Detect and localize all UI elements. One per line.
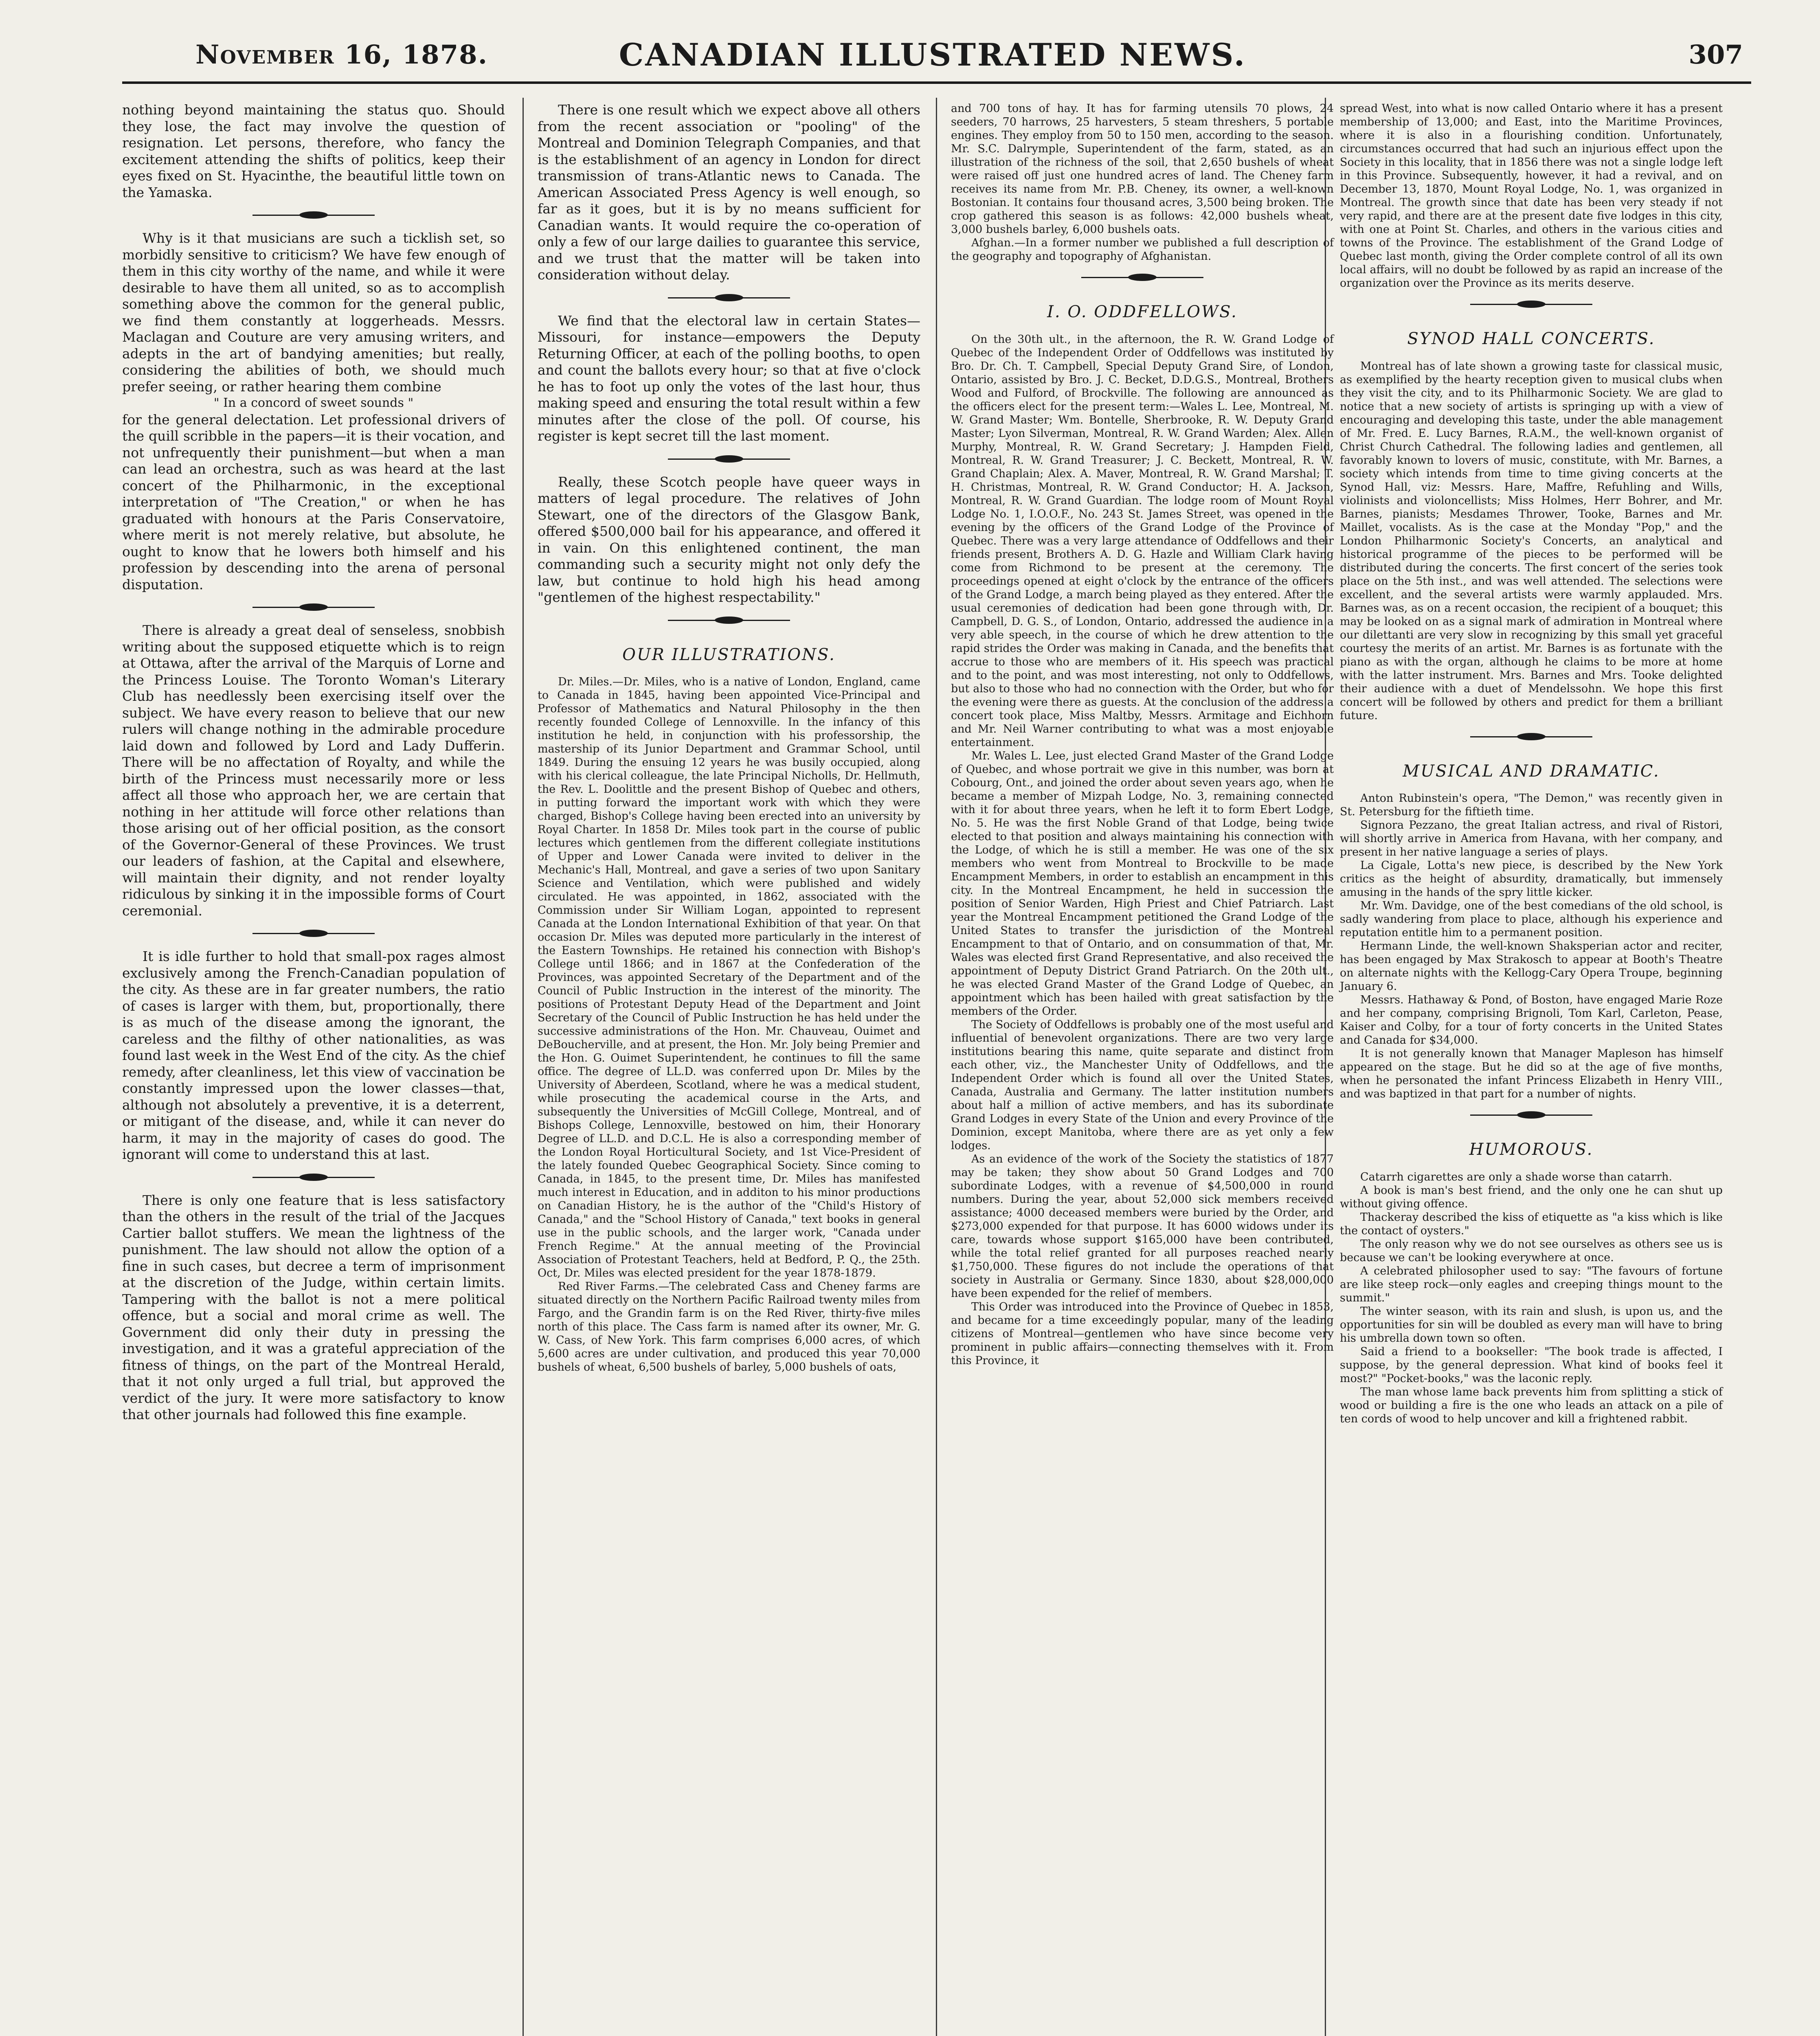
humor-item: A book is man's best friend, and the only one he can shut up without giving offence. [1340, 1184, 1723, 1210]
column-1 [122, 102, 505, 1423]
paragraph: There is already a great deal of senseless, snobbish writing about the supposed etiquette which is to reign at Ottawa, after the arrival of the Marquis of Lorne and the Princess Louise. The Toronto Woman's Literary Club has needlessly been exercising itself over the subject. We have every reason to believe that our new rulers will change nothing in the admirable procedure laid down and followed by Lord and Lady Dufferin. There will be no affectation of Royalty, and while the birth of the Princess must necessarily more or less affect all those who approach her, we are certain that nothing in her attitude will force other relations than those arising out of her official position, as the consort of the Governor-General of these Provinces. We trust our leaders of fashion, at the Capital and elsewhere, will maintain their dignity, and not render loyalty ridiculous by sinking it in the impossible forms of Court ceremonial. [122, 622, 505, 919]
paragraph: Mr. Wales L. Lee, just elected Grand Master of the Grand Lodge of Quebec, and whose portrait we give in this number, was born at Cobourg, Ont., and joined the order about seven years ago, when he became a member of Mizpah Lodge, No. 3, remaining connected with it for about three years, when he left it to form Ebert Lodge, No. 5. He was the first Noble Grand of that Lodge, being twice elected to that position and always maintaining his connection with the Lodge, of which he is still a member. He was one of the six members who went from Montreal to Brockville to be made Encampment Members, in order to establish an encampment in this city. In the Montreal Encampment, he held in succession the position of Senior Warden, High Priest and Chief Patriarch. Last year the Montreal Encampment petitioned the Grand Lodge of the United States to transfer the jurisdiction of the Montreal Encampment to that of Ontario, and on consummation of that, Mr. Wales was elected first Grand Representative, and also received the appointment of Deputy District Grand Patriarch. On the 20th ult., he was elected Grand Master of the Grand Lodge of Quebec, an appointment which has been hailed with great satisfaction by the members of the Order. [951, 749, 1334, 1018]
paragraph: There is one result which we expect above all others from the recent association or "pooling" of the Montreal and Dominion Telegraph Companies, and that is the establishment of an agency in London for direct transmission of trans-Atlantic news to Canada. The American Associated Press Agency is well enough, so far as it goes, but it is by no means sufficient for Canadian wants. It would require the co-operation of only a few of our large dailies to guarantee this service, and we trust that the matter will be taken into consideration without delay. [538, 102, 920, 283]
paragraph: It is idle further to hold that small-pox rages almost exclusively among the French-Canadian population of the city. As these are in far greater numbers, the ratio of cases is larger with them, but, proportionally, there is as much of the disease among the ignorant, the careless and the filthy of other nationalities, as was found last week in the West End of the city. As the chief remedy, after cleanliness, let this view of vaccination be constantly impressed upon the lower classes—that, although not absolutely a preventive, it is a deterrent, or mitigant of the disease, and, while it can never do harm, it may in the majority of cases do good. The ignorant will come to understand this at last. [122, 948, 505, 1162]
humor-item: The man whose lame back prevents him from splitting a stick of wood or building a fire is the one who leads an attack on a pile of ten cords of wood to help uncover and kill a frightened rabbit. [1340, 1385, 1723, 1425]
humor-item: The only reason why we do not see ourselves as others see us is because we can't be looking everywhere at once. [1340, 1237, 1723, 1264]
column-divider [523, 98, 524, 2036]
paragraph: Really, these Scotch people have queer ways in matters of legal procedure. The relatives of John Stewart, one of the directors of the Glasgow Bank, offered $500,000 bail for his appearance, and offered it in vain. On this enlightened continent, the man commanding such a security might not only defy the law, but continue to hold high his head among "gentlemen of the highest respectability." [538, 474, 920, 605]
section-separator [538, 612, 920, 629]
section-heading: HUMOROUS. [1469, 1140, 1594, 1159]
humor-item: Said a friend to a bookseller: "The book trade is affected, I suppose, by the general depression. What kind of books feel it most?" "Pocket-books," was the laconic reply. [1340, 1345, 1723, 1385]
news-item: Messrs. Hathaway & Pond, of Boston, have engaged Marie Roze and her company, comprising Brignoli, Tom Karl, Carleton, Pease, Kaiser and Colby, for a tour of forty concerts in the United States and Canada for $34,000. [1340, 994, 1723, 1047]
section-separator [1340, 296, 1723, 313]
paragraph: spread West, into what is now called Ontario where it has a present membership of 13,000; and East, into the Maritime Provinces, where it is also in a flourishing condition. Unfortunately, circumstances occurred that had such an injurious effect upon the Society in this locality, that in 1856 there was not a single lodge left in this Province. Subsequently, however, it had a revival, and on December 13, 1870, Mount Royal Lodge, No. 1, was organized in Montreal. The growth since that date has been very steady if not very rapid, and there are at the present date five lodges in this city, with one at Point St. Charles, and others in the various cities and towns of the Province. The establishment of the Grand Lodge of Quebec last month, giving the Order complete control of all its own local affairs, will no doubt be followed by as rapid an increase of the organization over the Province as its merits deserve. [1340, 102, 1723, 290]
section-separator [122, 1169, 505, 1186]
paragraph: We find that the electoral law in certain States—Missouri, for instance—empowers the Deputy Returning Officer, at each of the polling booths, to open and count the ballots every hour; so that at five o'clock he has to foot up only the votes of the last hour, thus making speed and ensuring the total result within a few minutes after the close of the poll. Of course, his register is kept secret till the last moment. [538, 312, 920, 444]
column-2 [538, 102, 920, 1374]
humor-item: The winter season, with its rain and slush, is upon us, and the opportunities for sin will be doubled as every man will have to bring his umbrella down town so often. [1340, 1305, 1723, 1345]
news-item: Hermann Linde, the well-known Shaksperian actor and reciter, has been engaged by Max Strakosch to appear at Booth's Theatre on alternate nights with the Kellogg-Cary Opera Troupe, beginning January 6. [1340, 940, 1723, 993]
section-separator [538, 451, 920, 467]
section-separator [951, 270, 1334, 286]
quotation: " In a concord of sweet sounds " [213, 396, 414, 410]
masthead [122, 33, 1743, 77]
newspaper-title: CANADIAN ILLUSTRATED NEWS. [619, 37, 1247, 73]
section-separator [1340, 1107, 1723, 1123]
page-number: 307 [1688, 39, 1743, 70]
news-item: It is not generally known that Manager Mapleson has himself appeared on the stage. But he did so at the age of five months, when he personated the infant Princess Elizabeth in Henry VIII., and was baptized in that part for a number of nights. [1340, 1047, 1723, 1100]
paragraph: As an evidence of the work of the Society the statistics of 1877 may be taken; they show about 50 Grand Lodges and 700 subordinate Lodges, with a revenue of $4,500,000 in round numbers. During the year, about 52,000 sick members received assistance; 4000 deceased members were buried by the Order, and $273,000 expended for that purpose. It has 6000 widows under its care, towards whose support $165,000 have been contributed, while the total relief granted for all purposes reached nearly $1,750,000. These figures do not include the operations of that society in Australia or Germany. Since 1830, about $28,000,000 have been expended for the relief of members. [951, 1152, 1334, 1300]
paragraph: and 700 tons of hay. It has for farming utensils 70 plows, 24 seeders, 70 harrows, 25 harvesters, 5 steam threshers, 5 portable engines. They employ from 50 to 150 men, according to the season. Mr. S.C. Dalrymple, Superintendent of the farm, stated, as an illustration of the richness of the soil, that 2,650 bushels of wheat were raised off just one hundred acres of land. The Cheney farm receives its name from Mr. P.B. Cheney, its owner, a well-known Bostonian. It contains four thousand acres, 3,500 being broken. The crop gathered this season is as follows: 42,000 bushels wheat, 3,000 bushels barley, 6,000 bushels oats. [951, 102, 1334, 236]
column-3 [951, 102, 1334, 1367]
humor-item: Thackeray described the kiss of etiquette as "a kiss which is like the contact of oysters." [1340, 1211, 1723, 1237]
paragraph: Dr. Miles.—Dr. Miles, who is a native of London, England, came to Canada in 1845, having been appointed Vice-Principal and Professor of Mathematics and Natural Philosophy in the then recently founded College of Lennoxville. In the infancy of this institution he held, in conjunction with his professorship, the mastership of its Junior Department and Grammar School, until 1849. During the ensuing 12 years he was busily occupied, along with his clerical colleague, the late Principal Nicholls, Dr. Hellmuth, the Rev. L. Doolittle and the present Bishop of Quebec and others, in putting forward the important work with which they were charged, Bishop's College having been erected into an university by Royal Charter. In 1858 Dr. Miles took part in the course of public lectures which gentlemen from the different collegiate institutions of Upper and Lower Canada were invited to deliver in the Mechanic's Hall, Montreal, and gave a series of two upon Sanitary Science and Ventilation, which were published and widely circulated. He was appointed, in 1862, associated with the Commission under Sir William Logan, appointed to represent Canada at the London International Exhibition of that year. On that occasion Dr. Miles was deputed more particularly in the interest of the Eastern Townships. He retained his connection with Bishop's College until 1866; and in 1867 at the Confederation of the Provinces, was appointed Secretary of the Department and of the Council of Public Instruction in the interest of the minority. The positions of Protestant Deputy Head of the Department and Joint Secretary of the Council of Public Instruction he has held under the successive administrations of the Hon. Mr. Chauveau, Ouimet and DeBoucherville, and at present, the Hon. Mr. Joly being Premier and the Hon. G. Ouimet Superintendent, he continues to fill the same office. The degree of LL.D. was conferred upon Dr. Miles by the University of Aberdeen, Scotland, where he was a medical student, while prosecuting the academical course in the Arts, and subsequently the Universities of McGill College, Montreal, and of Bishops College, Lennoxville, bestowed on him, their Honorary Degree of LL.D. and D.C.L. He is also a corresponding member of the London Royal Horticultural Society, and 1st Vice-President of the lately founded Quebec Geographical Society. Since coming to Canada, in 1845, to the present time, Dr. Miles has manifested much interest in Education, and in additon to his minor productions on Canadian History, he is the author of the "Child's History of Canada," and the "School History of Canada," text books in general use in the public schools, and the larger work, "Canada under French Regime." At the annual meeting of the Provincial Association of Protestant Teachers, held at Bedford, P. Q., the 25th. Oct, Dr. Miles was elected president for the year 1878-1879. [538, 676, 920, 1279]
paragraph: Afghan.—In a former number we published a full description of the geography and topography of Afghanistan. [951, 237, 1334, 263]
news-item: Anton Rubinstein's opera, "The Demon," was recently given in St. Petersburg for the fiftieth time. [1340, 792, 1723, 818]
section-separator [538, 290, 920, 306]
paragraph: The Society of Oddfellows is probably one of the most useful and influential of benevolent organizations. There are two very large institutions bearing this name, quite separate and distinct from each other, viz., the Manchester Unity of Oddfellows, and the Independent Order which is found all over the United States, Canada, Australia and Germany. The latter institution numbers about half a million of active members, and has its subordinate Grand Lodges in every State of the Union and every Province of the Dominion, except Manitoba, where there are as yet only a few lodges. [951, 1018, 1334, 1152]
paragraph: for the general delectation. Let professional drivers of the quill scribble in the papers—it is their vocation, and not unfrequently their punishment—but when a man can lead an orchestra, such as was heard at the last concert of the Philharmonic, in the exceptional interpretation of "The Creation," or when he has graduated with honours at the Paris Conservatoire, where merit is not merely relative, but absolute, he ought to know that he lowers both himself and his profession by descending into the arena of personal disputation. [122, 411, 505, 592]
paragraph: nothing beyond maintaining the status quo. Should they lose, the fact may involve the question of resignation. Let persons, therefore, who fancy the excitement attending the shifts of politics, keep their eyes fixed on St. Hyacinthe, the beautiful little town on the Yamaska. [122, 102, 505, 200]
news-item: La Cigale, Lotta's new piece, is described by the New York critics as the height of absurdity, dramatically, but immensely amusing in the hands of the spry little kicker. [1340, 859, 1723, 899]
paragraph: There is only one feature that is less satisfactory than the others in the result of the trial of the Jacques Cartier ballot stuffers. We mean the lightness of the punishment. The law should not allow the option of a fine in such cases, but decree a term of imprisonment at the discretion of the Judge, within certain limits. Tampering with the ballot is not a mere political offence, but a social and moral crime as well. The Government did only their duty in pressing the investigation, and it was a grateful appreciation of the fitness of things, on the part of the Montreal Herald, that it not only urged a full trial, but approved the verdict of the jury. It were more satisfactory to know that other journals had followed this fine example. [122, 1192, 505, 1422]
humor-item: A celebrated philosopher used to say: "The favours of fortune are like steep rock—only eagles and creeping things mount to the summit." [1340, 1264, 1723, 1304]
issue-date: November 16, 1878. [195, 39, 488, 70]
paragraph: This Order was introduced into the Province of Quebec in 1853, and became for a time exceedingly popular, many of the leading citizens of Montreal—gentlemen who have since become very prominent in public affairs—connecting themselves with it. From this Province, it [951, 1300, 1334, 1367]
paragraph: Why is it that musicians are such a ticklish set, so morbidly sensitive to criticism? We have few enough of them in this city worthy of the name, and while it were desirable to have them all united, so as to accomplish something above the common for the general public, we find them constantly at loggerheads. Messrs. Maclagan and Couture are very amusing writers, and adepts in the art of bandying amenities; but really, considering the abilities of both, we should much prefer seeing, or rather hearing them combine [122, 230, 505, 395]
paragraph: Montreal has of late shown a growing taste for classical music, as exemplified by the hearty reception given to musical clubs when they visit the city, and to its Philharmonic Society. We are glad to notice that a new society of artists is springing up with a view of encouraging and developing this taste, under the able management of Mr. Fred. E. Lucy Barnes, R.A.M., the well-known organist of Christ Church Cathedral. The following ladies and gentlemen, all favorably known to lovers of music, constitute, with Mr. Barnes, a society which intends from time to time giving concerts at the Synod Hall, viz: Messrs. Hare, Maffre, Refuhling and Wills, violinists and violoncellists; Miss Holmes, Herr Bohrer, and Mr. Barnes, pianists; Mesdames Thrower, Tooke, Barnes and Mr. Maillet, vocalists. As is the case at the Monday "Pop," and the London Philharmonic Society's Concerts, an analytical and historical programme of the pieces to be performed will be distributed during the concerts. The first concert of the series took place on the 5th inst., and was well attended. The selections were excellent, and the several artists were warmly applauded. Mrs. Barnes was, as on a recent occasion, the recipient of a bouquet; this may be looked on as a signal mark of admiration in Montreal where our dilettanti are very slow in recognizing by this small yet graceful courtesy the merits of an artist. Mr. Barnes is as fortunate with the piano as with the organ, although he claims to be more at home with the latter instrument. Mrs. Barnes and Mrs. Tooke delighted their audience with a duet of Mendelssohn. We hope this first concert will be followed by others and predict for them a brilliant future. [1340, 360, 1723, 722]
section-separator [122, 599, 505, 616]
section-heading: MUSICAL AND DRAMATIC. [1403, 761, 1660, 781]
section-heading: OUR ILLUSTRATIONS. [622, 645, 836, 664]
news-item: Mr. Wm. Davidge, one of the best comedians of the old school, is sadly wandering from place to place, although his experience and reputation entitle him to a permanent position. [1340, 900, 1723, 939]
section-separator [122, 926, 505, 942]
column-4 [1340, 102, 1723, 1426]
section-separator [1340, 729, 1723, 745]
paragraph: Red River Farms.—The celebrated Cass and Cheney farms are situated directly on the Northern Pacific Railroad twenty miles from Fargo, and the Grandin farm is on the Red River, thirty-five miles north of this place. The Cass farm is named after its owner, Mr. G. W. Cass, of New York. This farm comprises 6,000 acres, of which 5,600 acres are under cultivation, and produced this year 70,000 bushels of wheat, 6,500 bushels of barley, 5,000 bushels of oats, [538, 1280, 920, 1373]
news-item: Signora Pezzano, the great Italian actress, and rival of Ristori, will shortly arrive in America from Havana, with her company, and present in her native language a series of plays. [1340, 819, 1723, 858]
humor-item: Catarrh cigarettes are only a shade worse than catarrh. [1360, 1170, 1673, 1183]
column-divider [936, 98, 937, 2036]
section-heading: I. O. ODDFELLOWS. [1047, 303, 1238, 321]
paragraph: On the 30th ult., in the afternoon, the R. W. Grand Lodge of Quebec of the Independent Order of Oddfellows was instituted by Bro. Dr. Ch. T. Campbell, Special Deputy Grand Sire, of London, Ontario, assisted by Bro. J. C. Becket, D.D.G.S., Montreal, Brothers Wood and Fulford, of Brockville. The following are announced as the officers elect for the present term:—Wales L. Lee, Montreal, M. W. Grand Master; Wm. Bontelle, Sherbrooke, R. W. Deputy Grand Master; Lyon Silverman, Montreal, R. W. Grand Warden; Alex. Allen Murphy, Montreal, R. W. Grand Secretary; J. Hampden Field, Montreal, R. W. Grand Treasurer; J. C. Beckett, Montreal, R. W. Grand Chaplain; Alex. A. Maver, Montreal, R. W. Grand Marshal; T. H. Christmas, Montreal, R. W. Grand Conductor; H. A. Jackson, Montreal, R. W. Grand Guardian. The lodge room of Mount Royal Lodge No. 1, I.O.O.F., No. 243 St. James Street, was opened in the evening by the officers of the Grand Lodge of the Province of Quebec. There was a very large attendance of Oddfellows and their friends present, Brothers A. D. G. Hazle and William Clark having come from Richmond to be present at the ceremony. The proceedings opened at eight o'clock by the entrance of the officers of the Grand Lodge, a march being played as they entered. After the usual ceremonies of dedication had been gone through with, Dr. Campbell, D. G. S., of London, Ontario, addressed the audience in a very able speech, in the course of which he drew attention to the rapid strides the Order was making in Canada, and the benefits that accrue to those who are members of it. His speech was practical and to the point, and was most interesting, not only to Oddfellows, but also to those who had no connection with the Order, but who for the evening were there as guests. At the conclusion of the address a concert took place, Miss Maltby, Messrs. Armitage and Eichhorn and Mr. Neil Warner contributing to what was a most enjoyable entertainment. [951, 333, 1334, 749]
section-separator [122, 207, 505, 224]
section-heading: SYNOD HALL CONCERTS. [1407, 329, 1655, 348]
header-rule [122, 81, 1751, 84]
